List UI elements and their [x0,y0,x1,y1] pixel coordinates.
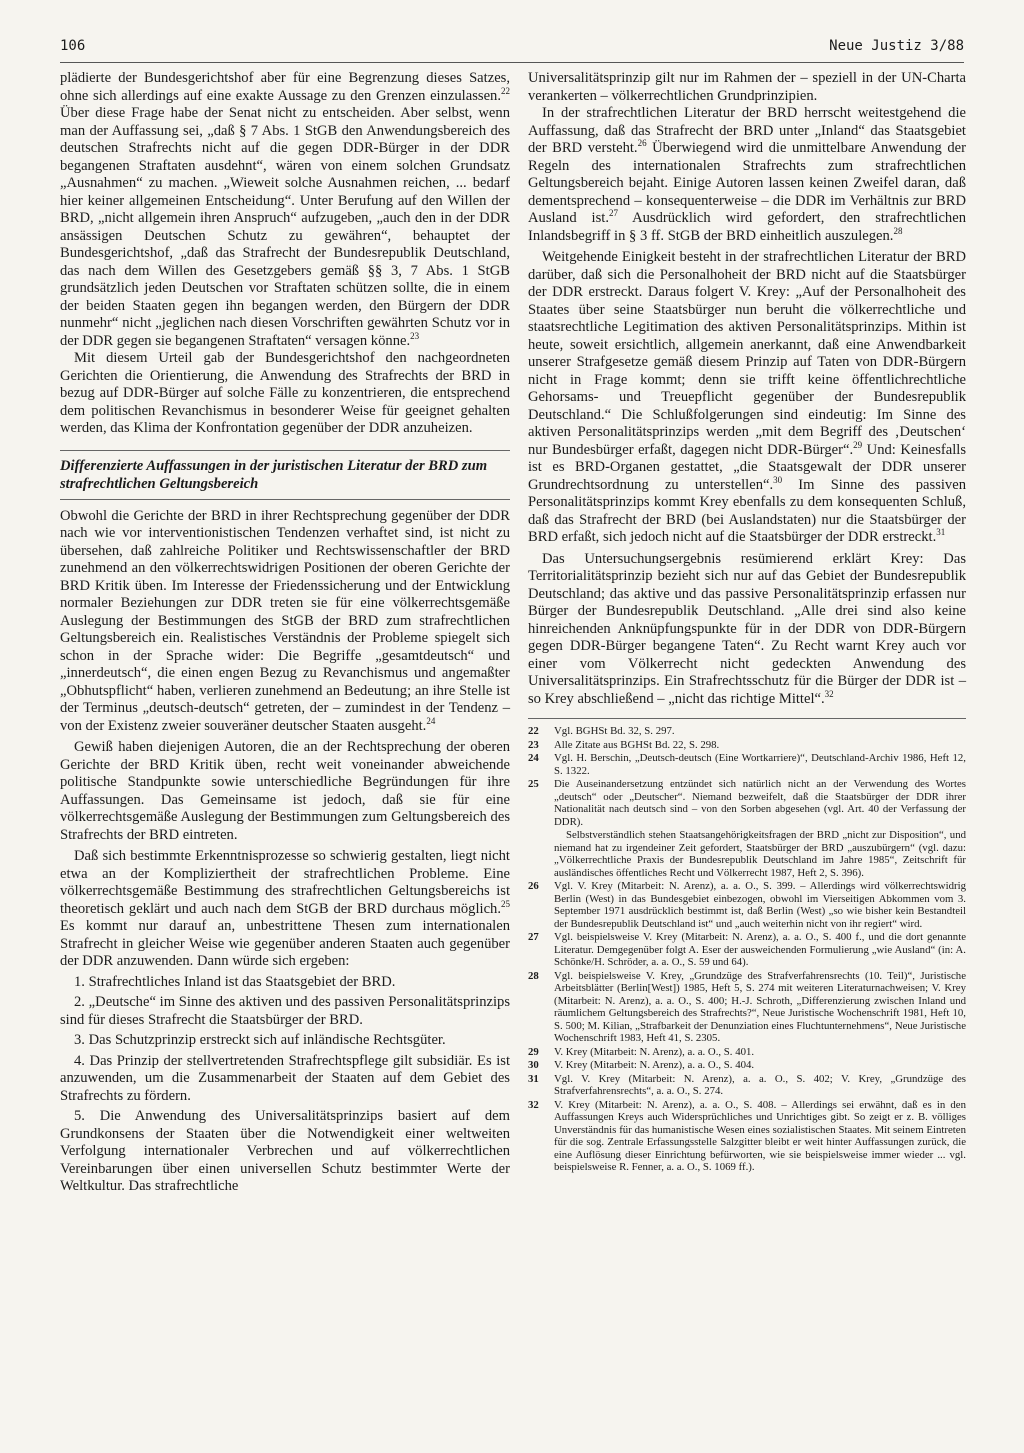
footnote: 26 Vgl. V. Krey (Mitarbeit: N. Arenz), a. a. O., S. 399. – Allerdings wird völkerrechtswidrig Berlin (West) in das Bundesgebiet einbezogen, obwohl im Vierseitigen Abkommen vom 3. September 1971 ausdrücklich bestimmt ist, daß Berlin (West) „so wie bisher kein Bestandteil der Bundesrepublik Deutschland ist“ und „auch weiterhin nicht von ihr regiert“ wird. [528,880,966,930]
section-heading: Differenzierte Auffassungen in der juristischen Literatur der BRD zum strafrechtlichen Geltungsbereich [60,450,510,500]
footnote: 32 V. Krey (Mitarbeit: N. Arenz), a. a. O., S. 408. – Allerdings sei erwähnt, daß es in den Auffassungen Kreys auch Widersprüchliches und Unrichtiges gibt. So zeigt er z. B. völliges Unverständnis für das humanistische Wesen eines sozialistischen Staates. Mit seinem Eintreten für die sog. Zentrale Erfassungsstelle Salzgitter bleibt er weit hinter Auffassungen zurück, die eine Auflösung dieser Einrichtung befürworten, wie sie beispielsweise immer wieder ... vgl. beispielsweise R. Fenner, a. a. O., S. 1069 ff.). [528,1098,966,1173]
footnote: 27 Vgl. beispielsweise V. Krey (Mitarbeit: N. Arenz), a. a. O., S. 400 f., und die dort genannte Literatur. Demgegenüber folgt A. Eser der ausweichenden Formulierung „wie Ausland“ (in: A. Schönke/H. Schröder, a. a. O., S. 59 und 64). [528,931,966,968]
paragraph: Daß sich bestimmte Erkenntnisprozesse so schwierig gestalten, liegt nicht etwa an der Kompliziertheit der strafrechtlichen Probleme. Eine völkerrechtsgemäße Bestimmung des strafrechtlichen Geltungsbereichs ist theoretisch geklärt und auch nach dem StGB der BRD durchaus möglich.$^{25}$ Es kommt nur darauf an, unbestrittene Thesen zum internationalen Strafrecht in gleicher Weise wie gegenüber anderen Staaten auch gegenüber der DDR anzuwenden. Dann würde sich ergeben: [60,848,510,969]
footnote: 29 V. Krey (Mitarbeit: N. Arenz), a. a. O., S. 401. [528,1045,755,1058]
left-column [60,70,510,1196]
footnote: 30 V. Krey (Mitarbeit: N. Arenz), a. a. O., S. 404. [528,1059,755,1071]
list-item: 1. Strafrechtliches Inland ist das Staatsgebiet der BRD. [74,973,396,990]
paragraph: In der strafrechtlichen Literatur der BRD herrscht weitestgehend die Auffassung, daß das Strafrecht der BRD unter „Inland“ das Staatsgebiet der BRD versteht.$^{26}$ Überwiegend wird die unmittelbare Anwendung der Regeln des internationalen Strafrechts zum strafrechtlichen Geltungsbereich bejaht. Einige Autoren lassen keinen Zweifel daran, daß dementsprechend – konsequenterweise – die DDR im Verhältnis zur BRD Ausland ist.$^{27}$ Ausdrücklich wird gefordert, den strafrechtlichen Inlandsbegriff in § 3 ff. StGB der BRD einheitlich auszulegen.$^{28}$ [528,105,966,244]
list-item: 2. „Deutsche“ im Sinne des aktiven und des passiven Personalitätsprinzips sind für dieses Strafrecht die Staatsbürger der BRD. [60,994,510,1028]
journal-issue: Neue Justiz 3/88 [829,38,964,54]
footnote: 24 Vgl. H. Berschin, „Deutsch-deutsch (Eine Wortkarriere)“, Deutschland-Archiv 1986, Heft 12, S. 1322. [528,752,966,777]
footnote: 31 Vgl. V. Krey (Mitarbeit: N. Arenz), a. a. O., S. 402; V. Krey, „Grundzüge des Strafverfahrensrechts“, a. a. O., S. 274. [528,1072,966,1097]
list-item: 5. Die Anwendung des Universalitätsprinzips basiert auf dem Grundkonsens der Staaten über die Notwendigkeit einer weltweiten Verfolgung internationaler Verbrechen und auf völkerrechtlichen Vereinbarungen über einen universellen Schutz bestimmter Werte der Weltkultur. Das strafrechtliche [60,1108,510,1194]
footnote: 23 Alle Zitate aus BGHSt Bd. 22, S. 298. [528,738,720,751]
list-item: 4. Das Prinzip der stellvertretenden Strafrechtspflege gilt subsidiär. Es ist anzuwenden, um die Zusammenarbeit der Staaten auf dem Gebiet des Strafrechts zu fördern. [60,1052,510,1104]
right-column [528,70,966,1175]
page-header [60,34,964,58]
header-rule [60,62,964,63]
footnote: 25 Die Auseinandersetzung entzündet sich natürlich nicht an der Verwendung des Wortes „deutsch“ oder „Deutscher“. Niemand bezweifelt, daß die Staatsbürger der DDR ihrer Nationalität nach deutsch sind – von den Sorben abgesehen (vgl. Art. 40 der Verfassung der DDR). [528,778,966,828]
paragraph: Gewiß haben diejenigen Autoren, die an der Rechtsprechung der oberen Gerichte der BRD Kritik üben, recht weit voneinander abweichende politische Standpunkte sowie unterschiedliche Begründungen für ihre Auffassungen. Das Gemeinsame ist jedoch, daß sie für eine völkerrechtsgemäße Auslegung der Bestimmungen zum Geltungsbereich des Strafrechts der BRD eintreten. [60,739,510,843]
paragraph: plädierte der Bundesgerichtshof aber für eine Begrenzung dieses Satzes, ohne sich allerdings auf eine exakte Aussage zu den Grenzen einzulassen.$^{22}$ Über diese Frage habe der Senat nicht zu entscheiden. Aber selbst, wenn man der Auffassung sei, „daß § 7 Abs. 1 StGB den Anwendungsbereich des deutschen Strafrechts nicht auf die gegen DDR-Bürger in der DDR begangenen Straftaten ausdehnt“, wären von einem solchen Grundsatz „Ausnahmen“ zu machen. „Wieweit solche Ausnahmen reichen, ... bedarf hier keiner allgemeinen Entscheidung“. Unter Berufung auf den Willen der BRD, „nicht allgemein ihren Anspruch“ aufzugeben, „auch den in der DDR ansässigen Deutschen Schutz zu gewähren“, behauptet der Bundesgerichtshof, „daß das Strafrecht der Bundesrepublik Deutschland, das nach dem Willen des Gesetzgebers gemäß §§ 3, 7 Abs. 1 StGB grundsätzlich jeden Deutschen vor Straftaten schützen sollte, die in einem der beiden Staaten gegen ihn begangen werden, den Bürgern der DDR nunmehr“ nicht „jeglichen nach diesen Vorschriften gewährten Schutz vor in der DDR gegen sie begangenen Straftaten“ versagen könne.$^{23}$ [60,70,510,349]
footnote: 22 Vgl. BGHSt Bd. 32, S. 297. [528,725,675,737]
paragraph: Mit diesem Urteil gab der Bundesgerichtshof den nachgeordneten Gerichten die Orientierung, die Anwendung des Strafrechts der BRD in bezug auf DDR-Bürger auf solche Fälle zu konzentrieren, die entsprechend dem politischen Revanchismus in besonderer Weise für geeignet gehalten werden, das Klima der Konfrontation gegenüber der DDR anzuheizen. [60,350,510,436]
paragraph: Das Untersuchungsergebnis resümierend erklärt Krey: Das Territorialitätsprinzip bezieht sich nur auf das Gebiet der Bundesrepublik Deutschland; das aktive und das passive Personalitätsprinzip erfassen nur Bürger der Bundesrepublik Deutschland. „Alle drei sind also keine hinreichenden Anknüpfungspunkte für in der DDR von DDR-Bürgern gegen DDR-Bürger begangene Taten“. Zu Recht warnt Krey auch vor einer vom Völkerrecht nicht gedeckten Anwendung des Universalitätsprinzips. Ein Strafrechtsschutz für die Bürger der DDR ist – so Krey abschließend – „nicht das richtige Mittel“.$^{32}$ [528,550,966,707]
footnote: Selbstverständlich stehen Staatsangehörigkeitsfragen der BRD „nicht zur Disposition“, und niemand hat zu irgendeiner Zeit gefordert, Staatsbürger der BRD „auszubürgern“ (vgl. dazu: „Völkerrechtliche Praxis der Bundesrepublik Deutschland im Jahre 1985“, Zeitschrift für ausländisches öffentliches Recht und Völkerrecht 1987, Heft 2, S. 396). [554,829,966,879]
paragraph: Weitgehende Einigkeit besteht in der strafrechtlichen Literatur der BRD darüber, daß sich die Personalhoheit der BRD nicht auf die Staatsbürger der DDR erstreckt. Daraus folgert V. Krey: „Auf der Personalhoheit des Staates über seine Staatsbürger nun beruht die völkerrechtliche und staatsrechtliche Legitimation des aktiven Personalitätsprinzips. Mithin ist heute, soweit ersichtlich, allgemein anerkannt, daß eine Anwendbarkeit unserer Strafgesetze gemäß diesem Prinzip auf Taten von DDR-Bürgern nicht in Frage kommt; denn sie trifft keine öffentlichrechtliche Gehorsams- und Treuepflicht gegenüber der Bundesrepublik Deutschland.“ Die Schlußfolgerungen sind eindeutig: Im Sinne des aktiven Personalitätsprinzips werden „mit dem Begriff des ‚Deutschen‘ nur Bundesbürger erfaßt, dagegen nicht DDR-Bürger“.$^{29}$ Und: Keinesfalls ist es BRD-Organen gestattet, „die Staatsgewalt der DDR unserer Grundrechtsordnung zu unterstellen“.$^{30}$ Im Sinne des passiven Personalitätsprinzips kommt Krey ebenfalls zu dem konsequenten Schluß, daß das Strafrecht der BRD (bei Auslandstaten) nur die Staatsbürger der BRD erfaßt, sich jedoch nicht auf die Staatsbürger der DDR erstreckt.$^{31}$ [528,249,966,545]
footnote: 28 Vgl. beispielsweise V. Krey, „Grundzüge des Strafverfahrensrechts (10. Teil)“, Juristische Arbeitsblätter (Berlin[West]) 1985, Heft 5, S. 274 mit weiteren Literaturnachweisen; V. Krey (Mitarbeit: N. Arenz), a. a. O., S. 400; H.-J. Schroth, „Differenzierung zwischen Inland und räumlichem Geltungsbereich des Strafrechts?“, Neue Juristische Wochenschrift 1981, Heft 10, S. 500; M. Kilian, „Strafbarkeit der Denunziation eines Fluchtunternehmens“, Neue Juristische Wochenschrift 1983, Heft 41, S. 2305. [528,969,966,1044]
list-item: 3. Das Schutzprinzip erstreckt sich auf inländische Rechtsgüter. [74,1032,446,1048]
footnotes [528,718,966,1174]
page-number: 106 [60,38,86,54]
enumeration-list [60,974,510,1196]
paragraph: Obwohl die Gerichte der BRD in ihrer Rechtsprechung gegenüber der DDR nach wie vor interventionistischen Tendenzen verhaftet sind, ist nicht zu übersehen, daß zahlreiche Politiker und Rechtswissenschaftler der BRD zunehmend an den völkerrechtswidrigen Positionen der oberen Gerichte der BRD Kritik üben. Im Interesse der Friedenssicherung und der Entwicklung normaler Beziehungen zur DDR treten sie für eine völkerrechtsgemäße Auslegung der Bestimmungen des StGB der BRD zum strafrechtlichen Geltungsbereich ein. Realistisches Verständnis der Probleme spiegelt sich schon in der Sprache wider: Die Begriffe „gesamtdeutsch“ und „innerdeutsch“, die einen engen Bezug zu Revanchismus und angemaßter „Obhutspflicht“ haben, verlieren zunehmend an Bedeutung; an ihre Stelle ist der Terminus „deutsch-deutsch“ getreten, der – zumindest in der Tendenz – von der Existenz zweier souveräner deutscher Staaten ausgeht.$^{24}$ [60,507,510,734]
paragraph: Universalitätsprinzip gilt nur im Rahmen der – speziell in der UN-Charta verankerten – völkerrechtlichen Grundprinzipien. [528,70,966,104]
